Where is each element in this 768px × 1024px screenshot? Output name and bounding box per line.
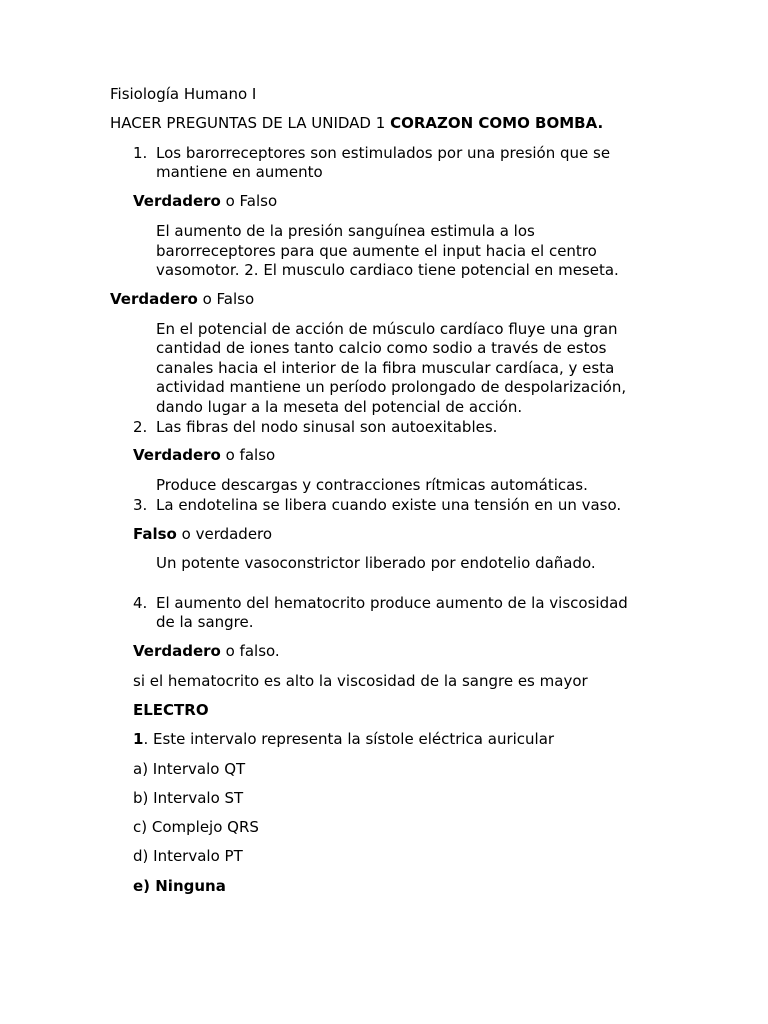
explanation-text: actividad mantiene un período prolongado de despolarización,: [156, 378, 627, 396]
explanation-text: si el hematocrito es alto la viscosidad de la sangre es mayor: [133, 672, 588, 690]
explanation-text: Produce descargas y contracciones rítmicas automáticas.: [156, 476, 588, 494]
question-text: de la sangre.: [156, 613, 254, 631]
course-title: Fisiología Humano I: [110, 85, 257, 103]
answer-line: [110, 290, 254, 310]
answer-bold: Verdadero: [133, 642, 221, 660]
option-e-correct: e) Ninguna: [133, 877, 226, 895]
answer-bold: Verdadero: [110, 290, 198, 308]
answer-line: [133, 525, 272, 545]
option-c: c) Complejo QRS: [133, 818, 259, 836]
answer-line: [133, 446, 275, 466]
answer-rest: o Falso: [220, 192, 278, 210]
answer-bold: Falso: [133, 525, 177, 543]
section-heading: ELECTRO: [133, 701, 209, 719]
unit-heading: [110, 114, 603, 134]
question-number: 4.: [133, 594, 148, 612]
answer-rest: o verdadero: [176, 525, 273, 543]
answer-rest: o falso.: [220, 642, 280, 660]
answer-rest: o falso: [220, 446, 276, 464]
question-text: La endotelina se libera cuando existe una tensión en un vaso.: [156, 496, 622, 514]
unit-topic: CORAZON COMO BOMBA.: [390, 114, 604, 132]
option-d: d) Intervalo PT: [133, 847, 243, 865]
unit-prefix: HACER PREGUNTAS DE LA UNIDAD 1: [110, 114, 391, 132]
answer-bold: Verdadero: [133, 446, 221, 464]
question-text: . Este intervalo representa la sístole eléctrica auricular: [143, 730, 555, 748]
question-number: 1: [133, 730, 144, 748]
electro-question: [133, 730, 554, 750]
answer-rest: o Falso: [197, 290, 255, 308]
question-number: 2.: [133, 418, 148, 436]
question-text: Los barorreceptores son estimulados por una presión que se: [156, 144, 611, 162]
option-b: b) Intervalo ST: [133, 789, 244, 807]
question-text: mantiene en aumento: [156, 163, 323, 181]
explanation-text: En el potencial de acción de músculo cardíaco fluye una gran: [156, 320, 618, 338]
explanation-text: Un potente vasoconstrictor liberado por endotelio dañado.: [156, 554, 596, 572]
option-a: a) Intervalo QT: [133, 760, 246, 778]
question-number: 1.: [133, 144, 148, 162]
explanation-text: cantidad de iones tanto calcio como sodio a través de estos: [156, 339, 607, 357]
explanation-text: barorreceptores para que aumente el input hacia el centro: [156, 242, 597, 260]
explanation-text: El aumento de la presión sanguínea estimula a los: [156, 222, 535, 240]
question-text: El aumento del hematocrito produce aumento de la viscosidad: [156, 594, 628, 612]
answer-line: [133, 642, 280, 662]
explanation-text: vasomotor. 2. El musculo cardiaco tiene potencial en meseta.: [156, 261, 619, 279]
question-text: Las fibras del nodo sinusal son autoexitables.: [156, 418, 498, 436]
answer-line: [133, 192, 277, 212]
explanation-text: canales hacia el interior de la fibra muscular cardíaca, y esta: [156, 359, 615, 377]
question-number: 3.: [133, 496, 148, 514]
explanation-text: dando lugar a la meseta del potencial de acción.: [156, 398, 523, 416]
answer-bold: Verdadero: [133, 192, 221, 210]
